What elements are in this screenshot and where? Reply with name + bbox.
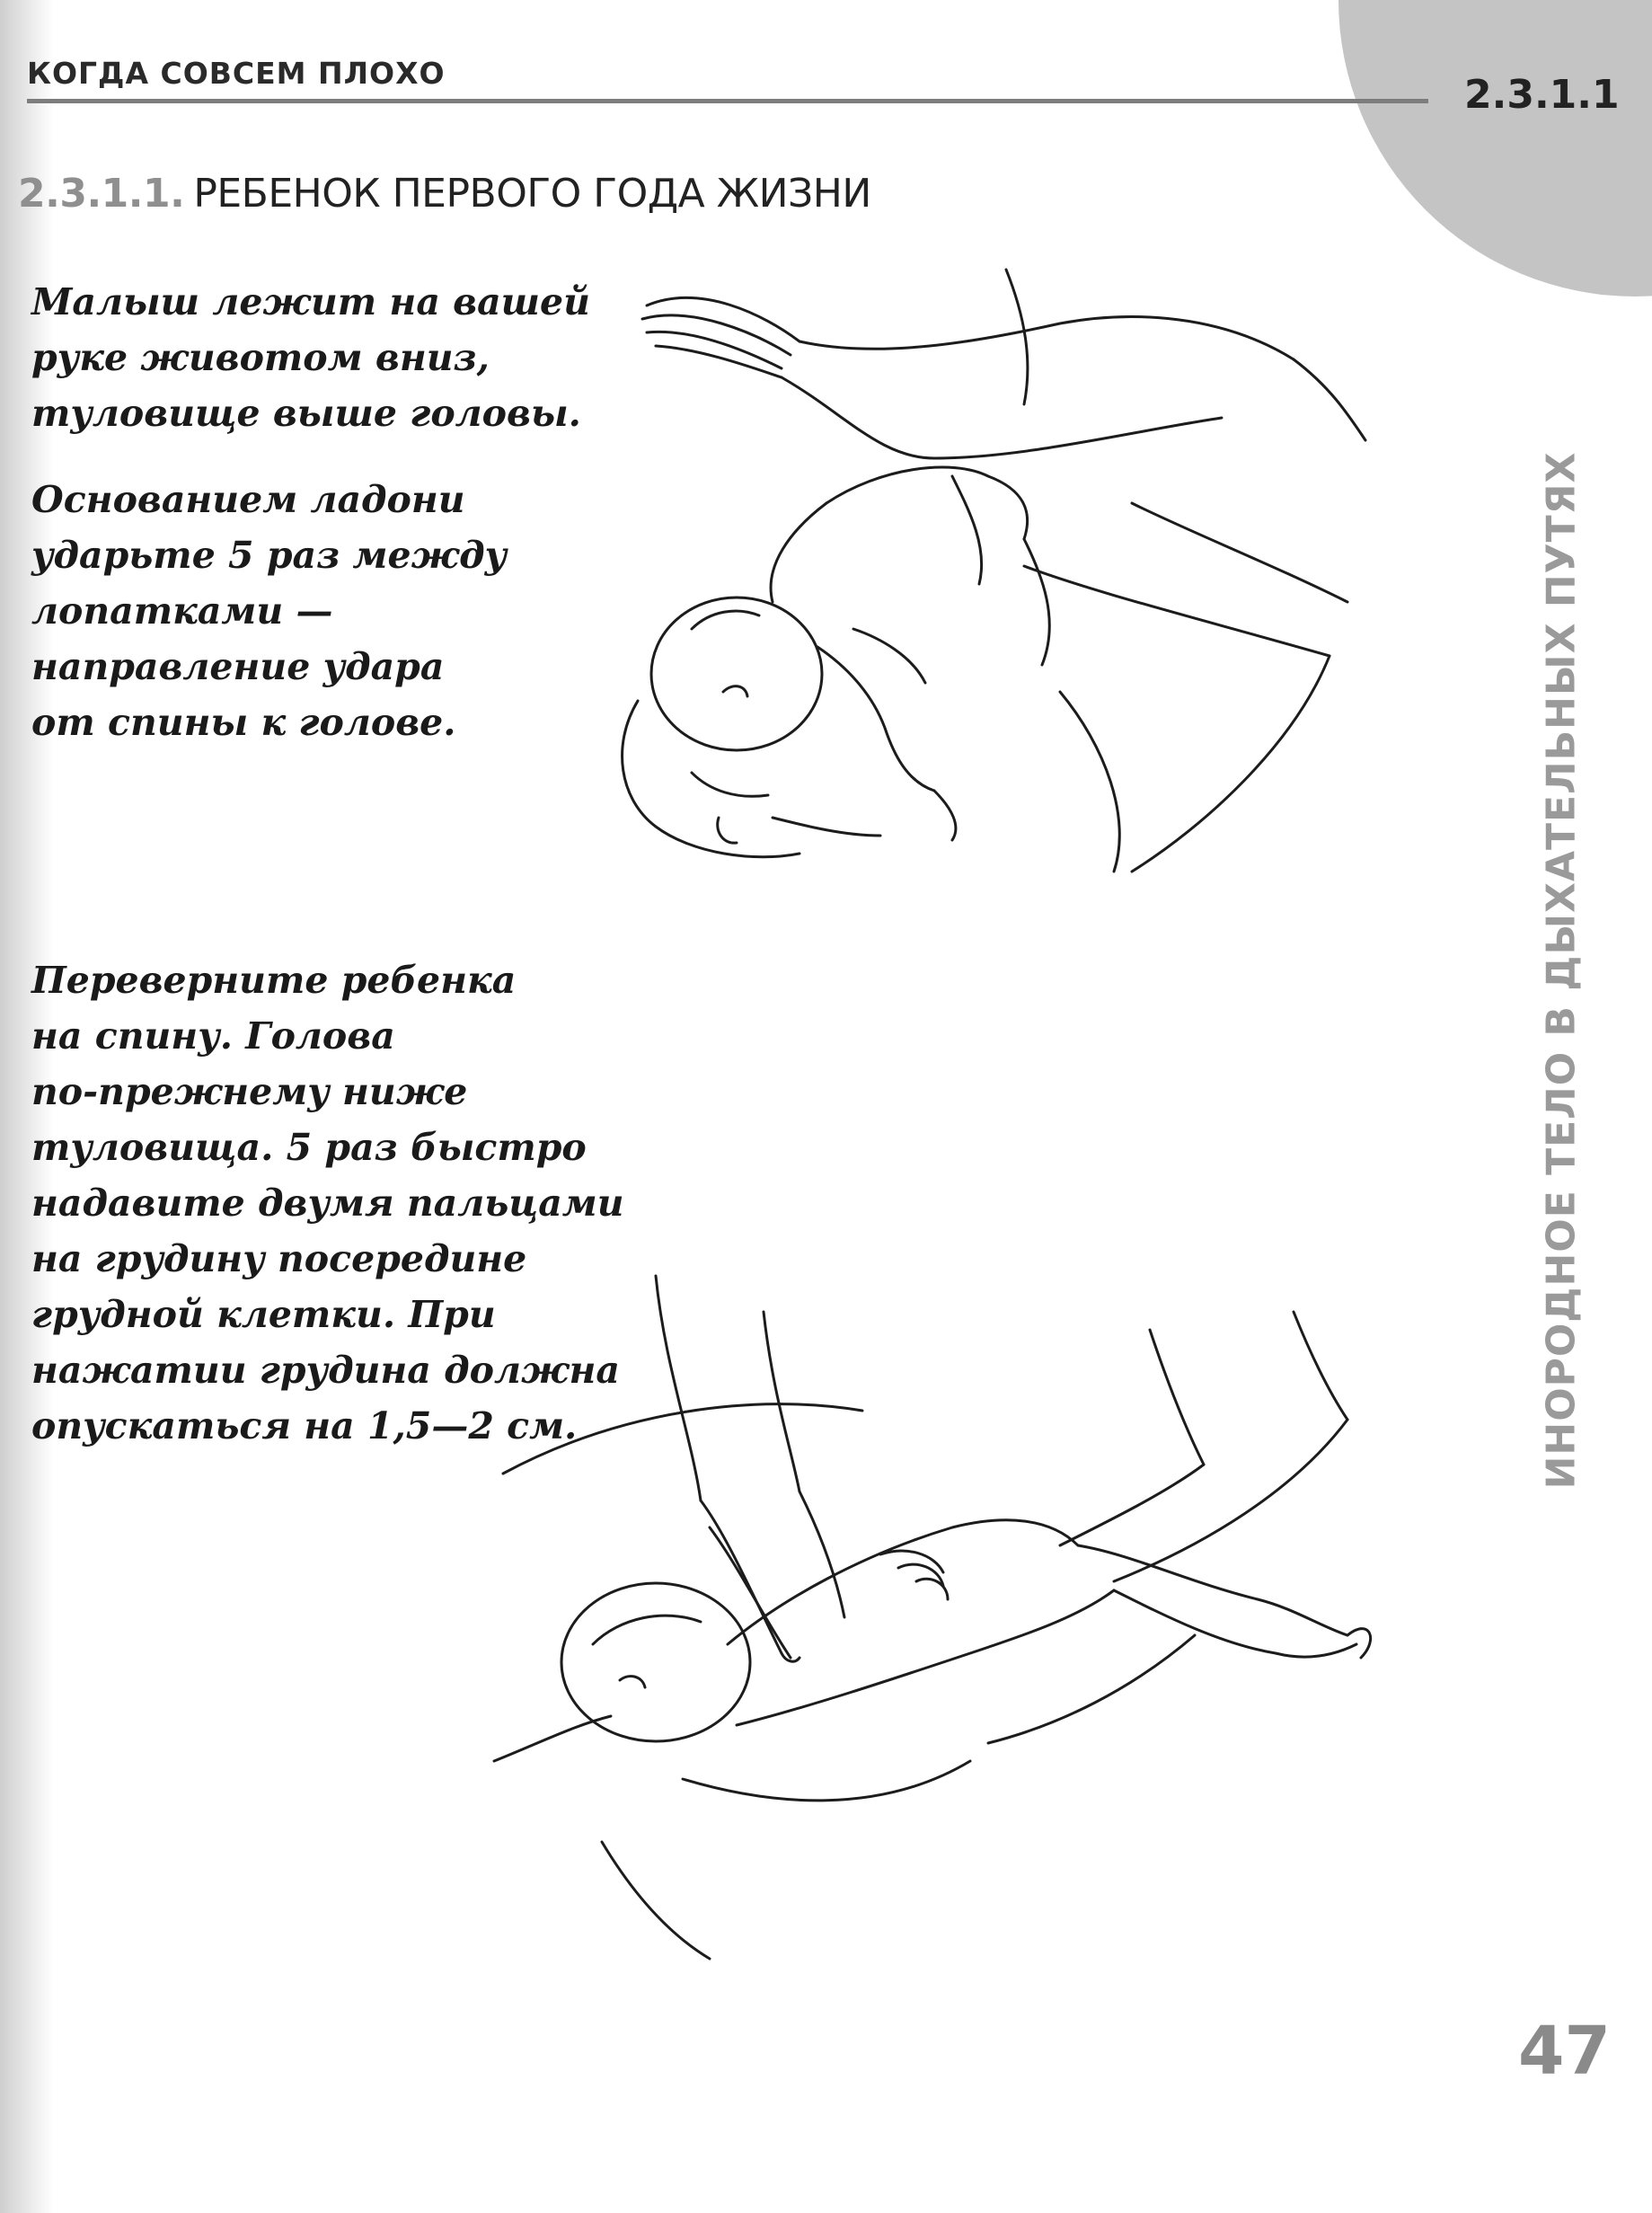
corner-tab — [1338, 0, 1652, 297]
chest-compression-illustration — [485, 1258, 1410, 2049]
supporting-hand-drawing — [1060, 1312, 1347, 1581]
running-header: КОГДА СОВСЕМ ПЛОХО — [27, 56, 446, 91]
section-title-number: 2.3.1.1. — [18, 171, 185, 217]
infant-supine-drawing — [561, 1520, 1371, 1741]
side-chapter-title: ИНОРОДНОЕ ТЕЛО В ДЫХАТЕЛЬНЫХ ПУТЯХ — [1538, 451, 1585, 1490]
section-number-tab: 2.3.1.1 — [1464, 72, 1620, 118]
instruction-step-1: Малыш лежит на вашей руке животом вниз, туловище выше головы. — [31, 280, 590, 435]
header-rule — [27, 99, 1428, 103]
instruction-step-2: Основанием ладони ударьте 5 раз между лопатками — направление удара от спины к голове. — [31, 478, 508, 744]
infant-prone-drawing — [623, 467, 1050, 857]
compressing-hand-drawing — [656, 1276, 844, 1661]
section-title — [18, 171, 871, 217]
striking-hand-drawing — [642, 270, 1365, 458]
back-blows-illustration — [557, 243, 1383, 961]
page-number: 47 — [1518, 2013, 1611, 2090]
instruction-step-3: Переверните ребенка на спину. Голова по-прежнему ниже туловища. 5 раз быстро надавите двумя пальцами на грудину посередине грудной клетки. При нажатии грудина должна опускаться на 1,5—2 см. — [31, 959, 624, 1447]
supporting-arm-drawing — [1024, 503, 1347, 872]
section-title-text: РЕБЕНОК ПЕРВОГО ГОДА ЖИЗНИ — [193, 171, 871, 217]
table-surface-drawing — [494, 1404, 1195, 1959]
